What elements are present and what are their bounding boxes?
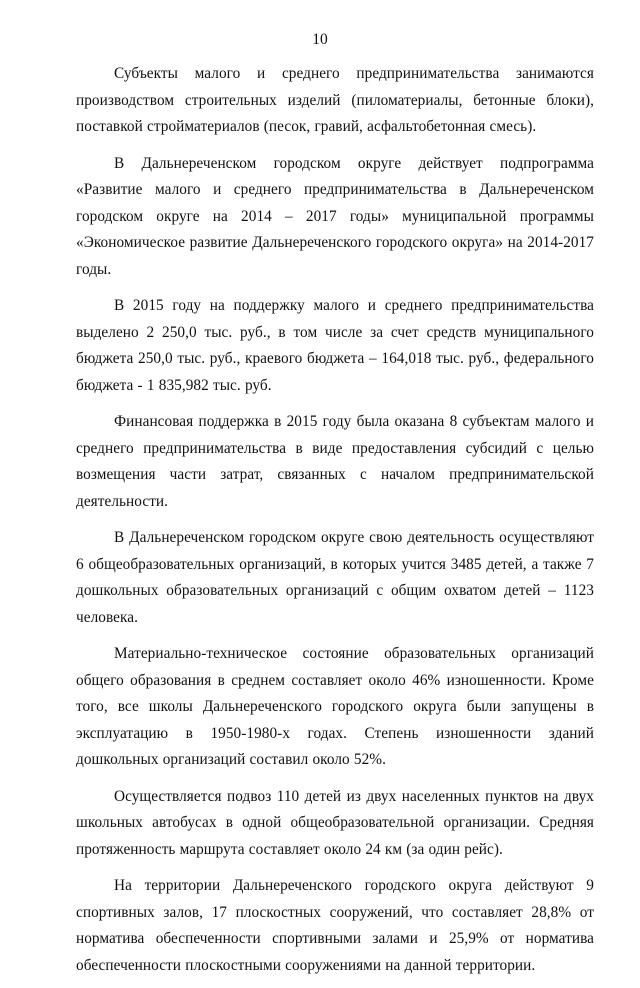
paragraph-school-transport: Осуществляется подвоз 110 детей из двух населенных пунктов на двух школьных автобусах в одной общеобразовательной организации. Средняя протяженность маршрута составляет около 24 км (за один рейс). xyxy=(76,787,594,858)
paragraph-educational-organizations: В Дальнереченском городском округе свою деятельность осуществляют 6 общеобразовательных организаций, в которых учится 3485 детей, а также 7 дошкольных образовательных организаций с общим охватом детей – 1123 человека. xyxy=(76,529,594,626)
paragraph-subprogram: В Дальнереченском городском округе действует подпрограмма «Развитие малого и среднего предпринимательства в Дальнереченском городском округе на 2014 – 2017 годы» муниципальной программы «Экономическое развитие Дальнереченского городского округа» на 2014-2017 годы. xyxy=(76,154,594,278)
paragraph-financial-support: Финансовая поддержка в 2015 году была оказана 8 субъектам малого и среднего предпринимательства в виде предоставления субсидий с целью возмещения части затрат, связанных с началом предпринимательской деятельности. xyxy=(76,413,594,510)
page-number: 10 xyxy=(312,31,328,48)
paragraph-small-business-activities: Субъекты малого и среднего предпринимательства занимаются производством строительных изделий (пиломатериалы, бетонные блоки), поставкой стройматериалов (песок, гравий, асфальтобетонная смесь). xyxy=(76,65,594,135)
paragraph-sports-facilities: На территории Дальнереченского городского округа действуют 9 спортивных залов, 17 плоскостных сооружений, что составляет 28,8% от норматива обеспеченности спортивными залами и 25,9% от норматива обеспеченности плоскостными сооружениями на данной территории. xyxy=(76,877,594,974)
paragraph-material-condition: Материально-техническое состояние образовательных организаций общего образования в среднем составляет около 46% изношенности. Кроме того, все школы Дальнереченского городского округа были запущены в эксплуатацию в 1950-1980-х годах. Степень изношенности зданий дошкольных организаций составил около 52%. xyxy=(76,645,594,768)
document-body xyxy=(76,61,594,988)
paragraph-funding-2015: В 2015 году на поддержку малого и среднего предпринимательства выделено 2 250,0 тыс. руб., в том числе за счет средств муниципального бюджета 250,0 тыс. руб., краевого бюджета – 164,018 тыс. руб., федерального бюджета - 1 835,982 тыс. руб. xyxy=(76,297,594,394)
